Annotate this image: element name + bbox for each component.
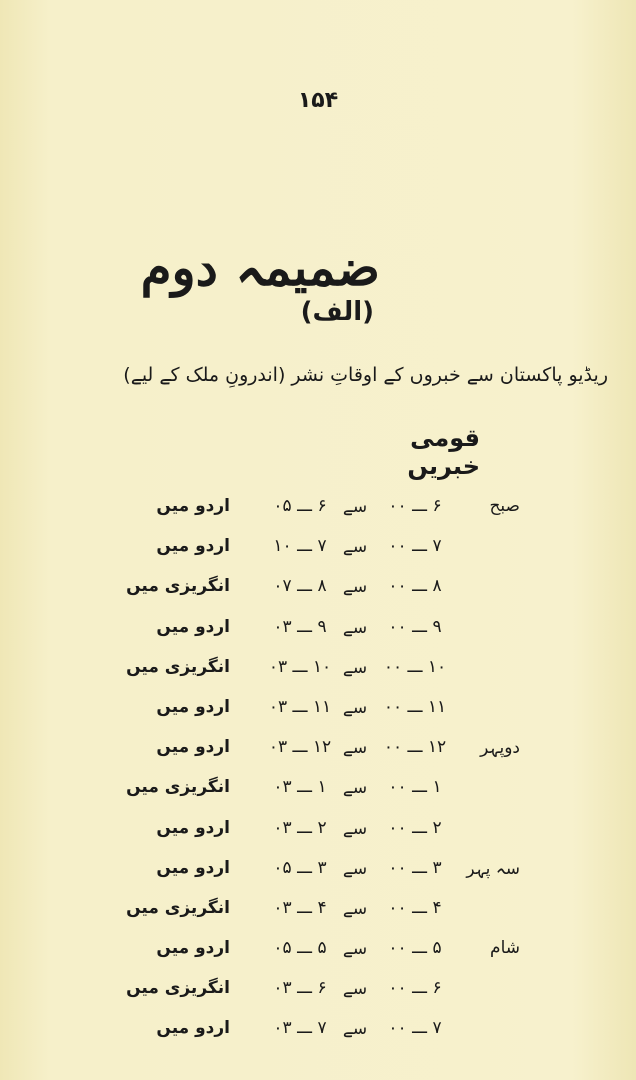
schedule-period: شام bbox=[490, 938, 520, 959]
schedule-separator: سے bbox=[342, 858, 368, 879]
schedule-row bbox=[140, 1012, 520, 1052]
schedule-language: اردو میں bbox=[156, 817, 230, 838]
schedule-end-time: ۳ ـــ ۰۵ bbox=[273, 857, 327, 878]
schedule-separator: سے bbox=[342, 657, 368, 678]
news-schedule-table bbox=[126, 490, 520, 1053]
schedule-start-time: ۹ ـــ ۰۰ bbox=[388, 616, 442, 637]
schedule-separator: سے bbox=[342, 979, 368, 1000]
appendix-title: ضمیمہ دوم bbox=[140, 238, 380, 297]
schedule-separator: سے bbox=[342, 577, 368, 598]
schedule-end-time: ۹ ـــ ۰۳ bbox=[273, 616, 327, 637]
schedule-row bbox=[126, 570, 520, 610]
schedule-language: اردو میں bbox=[156, 496, 230, 516]
schedule-language: اردو میں bbox=[156, 1018, 230, 1039]
schedule-end-time: ۴ ـــ ۰۳ bbox=[273, 897, 327, 918]
schedule-row bbox=[140, 731, 520, 771]
schedule-language: اردو میں bbox=[156, 696, 230, 717]
schedule-start-time: ۵ ـــ ۰۰ bbox=[388, 938, 442, 959]
schedule-period: صبح bbox=[489, 496, 520, 516]
schedule-start-time: ۱۰ ـــ ۰۰ bbox=[383, 656, 447, 677]
schedule-row bbox=[140, 812, 520, 852]
schedule-language: انگریزی میں bbox=[126, 777, 230, 798]
schedule-language: اردو میں bbox=[156, 857, 230, 878]
schedule-end-time: ۷ ـــ ۱۰ bbox=[273, 536, 327, 557]
schedule-language: اردو میں bbox=[156, 938, 230, 959]
schedule-separator: سے bbox=[342, 617, 368, 638]
page-number: ۱۵۴ bbox=[297, 88, 339, 113]
schedule-end-time: ۶ ـــ ۰۳ bbox=[273, 978, 327, 999]
schedule-separator: سے bbox=[342, 497, 368, 517]
schedule-start-time: ۱ ـــ ۰۰ bbox=[388, 777, 442, 798]
schedule-separator: سے bbox=[342, 738, 368, 759]
schedule-description: ریڈیو پاکستان سے خبروں کے اوقاتِ نشر (اندرونِ ملک کے لیے) bbox=[123, 364, 608, 386]
schedule-language: انگریزی میں bbox=[126, 656, 230, 677]
appendix-title-block bbox=[100, 238, 380, 327]
schedule-row bbox=[126, 892, 520, 932]
schedule-row bbox=[140, 932, 520, 972]
schedule-end-time: ۵ ـــ ۰۵ bbox=[273, 938, 327, 959]
schedule-end-time: ۱۲ ـــ ۰۳ bbox=[268, 737, 332, 758]
schedule-start-time: ۴ ـــ ۰۰ bbox=[388, 897, 442, 918]
schedule-end-time: ۱۰ ـــ ۰۳ bbox=[268, 656, 332, 677]
schedule-separator: سے bbox=[342, 818, 368, 839]
schedule-period: سہ پہر bbox=[466, 858, 520, 879]
schedule-row bbox=[126, 972, 520, 1012]
schedule-end-time: ۱ ـــ ۰۳ bbox=[273, 777, 327, 798]
schedule-end-time: ۱۱ ـــ ۰۳ bbox=[268, 696, 332, 717]
schedule-start-time: ۲ ـــ ۰۰ bbox=[388, 817, 442, 838]
schedule-separator: سے bbox=[342, 537, 368, 558]
schedule-row bbox=[140, 611, 520, 651]
section-heading: قومی خبریں bbox=[407, 424, 480, 480]
schedule-separator: سے bbox=[342, 1019, 368, 1040]
schedule-start-time: ۱۱ ـــ ۰۰ bbox=[383, 696, 447, 717]
schedule-start-time: ۱۲ ـــ ۰۰ bbox=[383, 737, 447, 758]
schedule-separator: سے bbox=[342, 778, 368, 799]
schedule-end-time: ۶ ـــ ۰۵ bbox=[273, 496, 327, 516]
schedule-start-time: ۷ ـــ ۰۰ bbox=[388, 536, 442, 557]
schedule-end-time: ۷ ـــ ۰۳ bbox=[273, 1018, 327, 1039]
schedule-row bbox=[140, 530, 520, 570]
schedule-start-time: ۳ ـــ ۰۰ bbox=[388, 857, 442, 878]
appendix-subtitle-letter: (الف) bbox=[300, 297, 374, 327]
schedule-separator: سے bbox=[342, 697, 368, 718]
schedule-start-time: ۶ ـــ ۰۰ bbox=[388, 978, 442, 999]
schedule-language: اردو میں bbox=[156, 737, 230, 758]
schedule-language: انگریزی میں bbox=[126, 897, 230, 918]
schedule-start-time: ۷ ـــ ۰۰ bbox=[388, 1018, 442, 1039]
schedule-start-time: ۶ ـــ ۰۰ bbox=[388, 496, 442, 516]
schedule-end-time: ۲ ـــ ۰۳ bbox=[273, 817, 327, 838]
schedule-language: اردو میں bbox=[156, 616, 230, 637]
schedule-row bbox=[126, 771, 520, 811]
schedule-row bbox=[126, 651, 520, 691]
schedule-row bbox=[140, 490, 520, 530]
schedule-period: دوپہر bbox=[480, 738, 520, 759]
schedule-separator: سے bbox=[342, 898, 368, 919]
schedule-language: انگریزی میں bbox=[126, 576, 230, 597]
schedule-separator: سے bbox=[342, 939, 368, 960]
schedule-language: اردو میں bbox=[156, 536, 230, 557]
schedule-language: انگریزی میں bbox=[126, 978, 230, 999]
schedule-end-time: ۸ ـــ ۰۷ bbox=[273, 576, 327, 597]
schedule-row bbox=[140, 691, 520, 731]
schedule-row bbox=[140, 852, 520, 892]
schedule-start-time: ۸ ـــ ۰۰ bbox=[388, 576, 442, 597]
